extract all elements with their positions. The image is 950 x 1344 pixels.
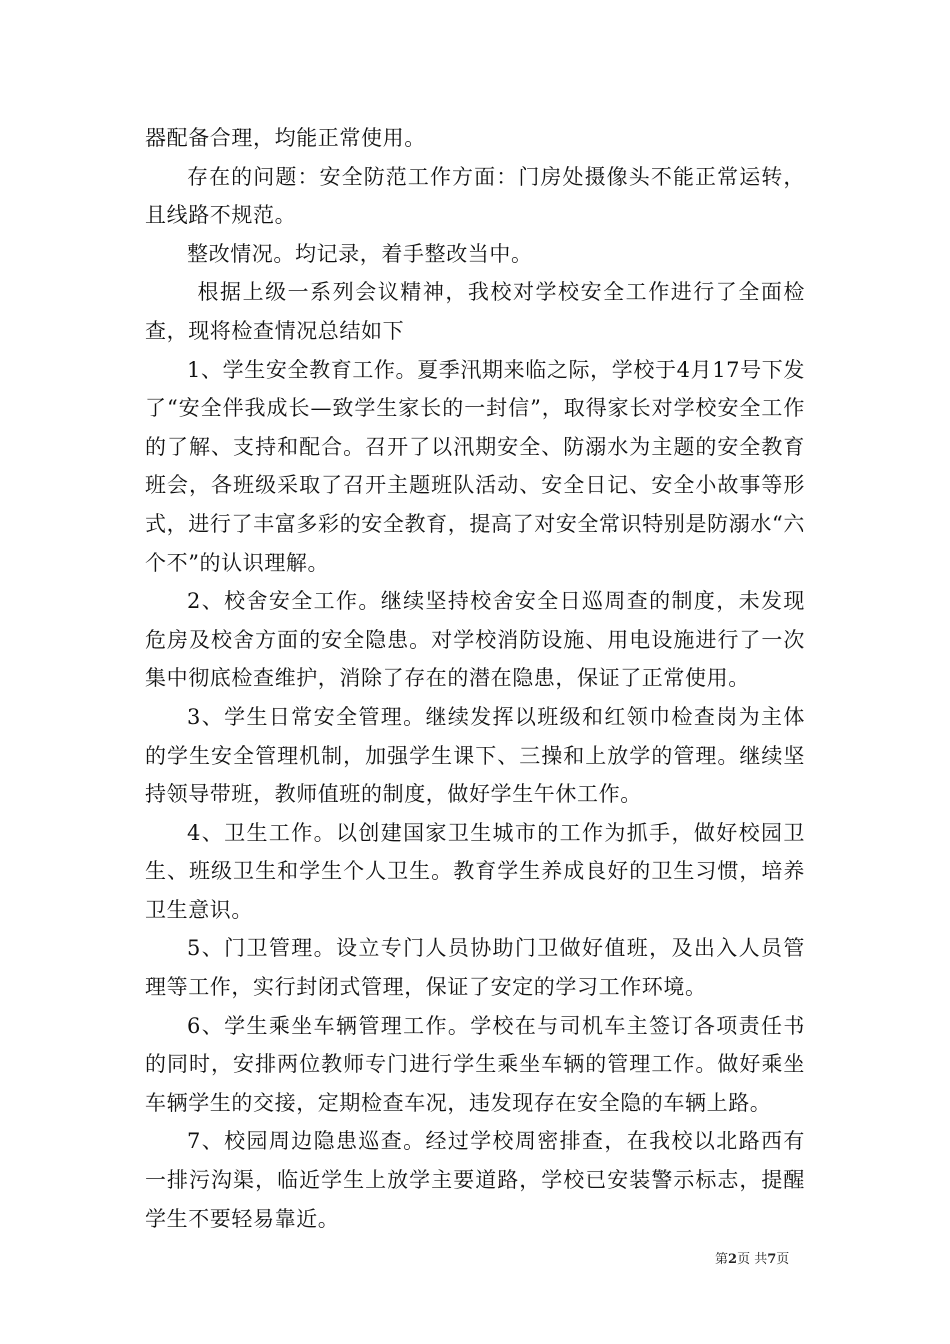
paragraph-item-7: 7、校园周边隐患巡查。经过学校周密排查，在我校以北路西有一排污沟渠，临近学生上放学主要道路，学校已安装警示标志，提醒学生不要轻易靠近。 bbox=[145, 1129, 805, 1231]
paragraph-rectification: 整改情况。均记录，着手整改当中。 bbox=[187, 241, 533, 266]
paragraph-item-6: 6、学生乘坐车辆管理工作。学校在与司机车主签订各项责任书的同时，安排两位教师专门进行学生乘坐车辆的管理工作。做好乘坐车辆学生的交接，定期检查车况，违发现存在安全隐的车辆上路。 bbox=[145, 1013, 805, 1115]
paragraph-intro: 根据上级一系列会议精神，我校对学校安全工作进行了全面检查，现将检查情况总结如下 bbox=[145, 280, 805, 343]
paragraph-item-2: 2、校舍安全工作。继续坚持校舍安全日巡周查的制度，未发现危房及校舍方面的安全隐患。对学校消防设施、用电设施进行了一次集中彻底检查维护，消除了存在的潜在隐患，保证了正常使用。 bbox=[145, 589, 805, 691]
document-body bbox=[145, 119, 805, 1238]
paragraph-item-4: 4、卫生工作。以创建国家卫生城市的工作为抓手，做好校园卫生、班级卫生和学生个人卫生。教育学生养成良好的卫生习惯，培养卫生意识。 bbox=[145, 820, 805, 922]
page-number-footer bbox=[715, 1248, 789, 1267]
paragraph-continuation: 器配备合理，均能正常使用。 bbox=[145, 126, 426, 150]
paragraph-item-5: 5、门卫管理。设立专门人员协助门卫做好值班，及出入人员管理等工作，实行封闭式管理，保证了安定的学习工作环境。 bbox=[145, 936, 805, 1000]
paragraph-problems: 存在的问题：安全防范工作方面：门房处摄像头不能正常运转，且线路不规范。 bbox=[145, 164, 805, 228]
footer-prefix: 第 bbox=[715, 1252, 729, 1267]
paragraph-item-3: 3、学生日常安全管理。继续发挥以班级和红领巾检查岗为主体的学生安全管理机制，加强学生课下、三操和上放学的管理。继续坚持领导带班，教师值班的制度，做好学生午休工作。 bbox=[145, 704, 805, 807]
paragraph-item-1: 1、学生安全教育工作。夏季汛期来临之际，学校于4月17号下发了“安全伴我成长—致学生家长的一封信”，取得家长对学校安全工作的了解、支持和配合。召开了以汛期安全、防溺水为主题的安全教育班会，各班级采取了召开主题班队活动、安全日记、安全小故事等形式，进行了丰富多彩的安全教育，提高了对安全常识特别是防溺水“六个不”的认识理解。 bbox=[145, 357, 805, 575]
footer-total-pages: 7 bbox=[767, 1252, 777, 1267]
footer-suffix: 页 bbox=[776, 1252, 790, 1267]
footer-current-page: 2 bbox=[728, 1252, 738, 1267]
footer-middle: 页 共 bbox=[737, 1252, 768, 1267]
